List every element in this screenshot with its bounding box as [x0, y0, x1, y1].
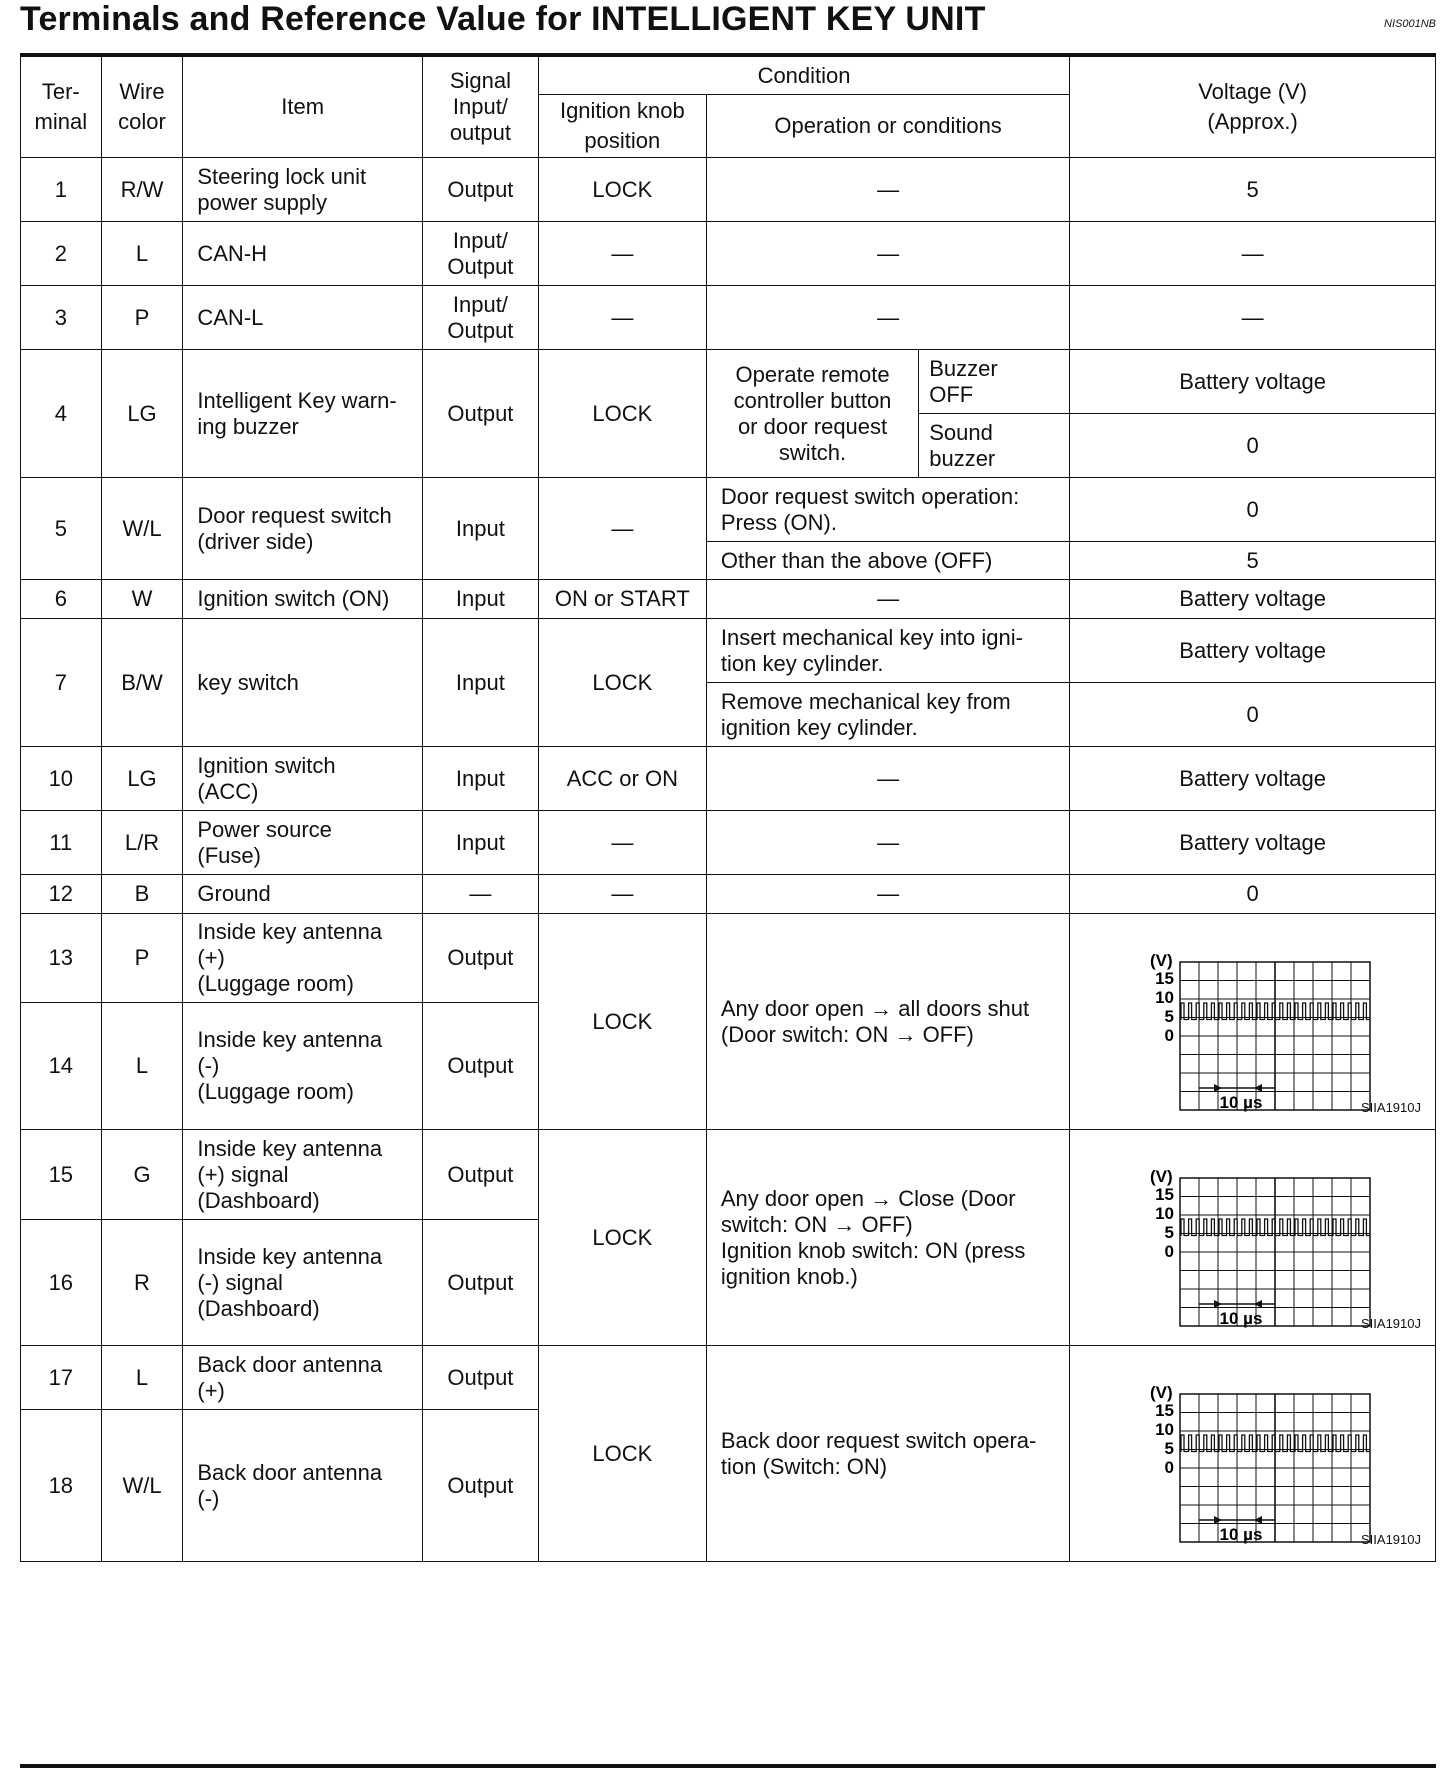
wire-cell: L [101, 1003, 183, 1130]
item-cell: Power source (Fuse) [183, 811, 423, 875]
wire-cell: L [101, 222, 183, 286]
header-voltage: Voltage (V) (Approx.) [1070, 57, 1436, 158]
voltage-cell: — [1070, 222, 1436, 286]
wire-cell: L/R [101, 811, 183, 875]
signal-cell: Output [422, 350, 538, 478]
terminal-cell: 2 [21, 222, 102, 286]
header-item: Item [183, 57, 423, 158]
terminal-cell: 5 [21, 478, 102, 580]
table-row [21, 478, 1436, 542]
terminal-cell: 4 [21, 350, 102, 478]
waveform-cell [1070, 1130, 1436, 1346]
sub-condition-cell: Insert mechanical key into igni- tion key cylinder. [706, 619, 1069, 683]
page-title: Terminals and Reference Value for INTELLIGENT KEY UNIT [20, 0, 986, 38]
table-row [21, 1346, 1436, 1410]
wire-cell: B [101, 875, 183, 914]
item-cell: Inside key antenna (-) signal (Dashboard) [183, 1220, 423, 1346]
ignition-cell: LOCK [538, 619, 706, 747]
item-cell: Ignition switch (ACC) [183, 747, 423, 811]
signal-cell: Input [422, 478, 538, 580]
unit-label: (V) [1149, 1166, 1173, 1186]
operation-cell: — [706, 580, 1069, 619]
operation-cell: Back door request switch opera- tion (Switch: ON) [706, 1346, 1069, 1562]
figure-code: SIIA1910J [1361, 1532, 1421, 1547]
signal-cell: Output [422, 914, 538, 1003]
item-cell: Steering lock unit power supply [183, 158, 423, 222]
ignition-cell: LOCK [538, 350, 706, 478]
signal-cell: Input [422, 811, 538, 875]
wire-cell: B/W [101, 619, 183, 747]
operation-cell: — [706, 286, 1069, 350]
item-cell: Inside key antenna (+) (Luggage room) [183, 914, 423, 1003]
header-signal: Signal Input/ output [422, 57, 538, 158]
y-tick-label: 0 [1164, 1025, 1174, 1045]
waveform-chart [1108, 932, 1398, 1112]
time-division-label: 10 µs [1219, 1308, 1263, 1328]
terminal-cell: 17 [21, 1346, 102, 1410]
operation-cell: — [706, 811, 1069, 875]
item-cell: CAN-L [183, 286, 423, 350]
header-condition: Condition [538, 57, 1069, 95]
header-terminal: Ter- minal [21, 57, 102, 158]
signal-cell: Input/ Output [422, 222, 538, 286]
wire-cell: L [101, 1346, 183, 1410]
operation-cell: — [706, 875, 1069, 914]
signal-cell: Input [422, 580, 538, 619]
item-cell: Door request switch (driver side) [183, 478, 423, 580]
terminal-cell: 12 [21, 875, 102, 914]
y-tick-label: 10 [1154, 987, 1174, 1007]
waveform-cell [1070, 914, 1436, 1130]
y-tick-label: 5 [1164, 1438, 1174, 1458]
operation-cell: — [706, 747, 1069, 811]
voltage-cell: Battery voltage [1070, 619, 1436, 683]
ignition-cell: — [538, 875, 706, 914]
item-cell: Inside key antenna (-) (Luggage room) [183, 1003, 423, 1130]
ignition-cell: LOCK [538, 914, 706, 1130]
y-tick-label: 5 [1164, 1006, 1174, 1026]
terminal-cell: 14 [21, 1003, 102, 1130]
terminal-cell: 16 [21, 1220, 102, 1346]
signal-cell: Input/ Output [422, 286, 538, 350]
terminal-cell: 11 [21, 811, 102, 875]
item-cell: Intelligent Key warn- ing buzzer [183, 350, 423, 478]
wire-cell: R [101, 1220, 183, 1346]
y-tick-label: 0 [1164, 1241, 1174, 1261]
terminal-cell: 15 [21, 1130, 102, 1220]
ignition-cell: LOCK [538, 158, 706, 222]
signal-cell: Input [422, 619, 538, 747]
terminal-cell: 13 [21, 914, 102, 1003]
signal-cell: Output [422, 1220, 538, 1346]
voltage-cell: — [1070, 286, 1436, 350]
table-row [21, 158, 1436, 222]
operation-cell: Any door open → Close (Door switch: ON → OFF) Ignition knob switch: ON (press ignition knob.) [706, 1130, 1069, 1346]
waveform-chart [1108, 1148, 1398, 1328]
signal-cell: Output [422, 1346, 538, 1410]
signal-cell: — [422, 875, 538, 914]
voltage-cell: 0 [1070, 478, 1436, 542]
y-tick-label: 0 [1164, 1457, 1174, 1477]
table-row [21, 875, 1436, 914]
table-row [21, 914, 1436, 1003]
terminal-cell: 6 [21, 580, 102, 619]
wire-cell: W [101, 580, 183, 619]
sub-condition-cell: Remove mechanical key from ignition key cylinder. [706, 683, 1069, 747]
header-operation: Operation or conditions [706, 95, 1069, 158]
sub-condition-cell: Door request switch operation: Press (ON). [706, 478, 1069, 542]
operation-cell: — [706, 158, 1069, 222]
voltage-cell: Battery voltage [1070, 811, 1436, 875]
item-cell: Back door antenna (-) [183, 1410, 423, 1562]
ignition-cell: ON or START [538, 580, 706, 619]
table-row [21, 1130, 1436, 1220]
unit-label: (V) [1149, 950, 1173, 970]
wire-cell: P [101, 914, 183, 1003]
signal-cell: Input [422, 747, 538, 811]
terminals-table [20, 56, 1436, 1562]
item-cell: Inside key antenna (+) signal (Dashboard) [183, 1130, 423, 1220]
voltage-cell: 0 [1070, 414, 1436, 478]
signal-cell: Output [422, 1003, 538, 1130]
waveform-cell [1070, 1346, 1436, 1562]
bottom-rule [20, 1764, 1436, 1768]
operation-cell: Any door open → all doors shut (Door switch: ON → OFF) [706, 914, 1069, 1130]
header-wire-color: Wire color [101, 57, 183, 158]
waveform-chart [1108, 1364, 1398, 1544]
ignition-cell: — [538, 478, 706, 580]
time-division-label: 10 µs [1219, 1524, 1263, 1544]
table-row [21, 747, 1436, 811]
ignition-cell: — [538, 222, 706, 286]
voltage-cell: Battery voltage [1070, 580, 1436, 619]
voltage-cell: 0 [1070, 683, 1436, 747]
item-cell: Ground [183, 875, 423, 914]
operation-cell: Operate remote controller button or door request switch. [706, 350, 918, 478]
signal-cell: Output [422, 1130, 538, 1220]
wire-cell: W/L [101, 478, 183, 580]
wire-cell: LG [101, 350, 183, 478]
ignition-cell: LOCK [538, 1346, 706, 1562]
ignition-cell: — [538, 286, 706, 350]
item-cell: key switch [183, 619, 423, 747]
sub-condition-cell: Sound buzzer [919, 414, 1070, 478]
signal-cell: Output [422, 158, 538, 222]
wire-cell: W/L [101, 1410, 183, 1562]
ignition-cell: — [538, 811, 706, 875]
voltage-cell: 5 [1070, 542, 1436, 580]
table-row [21, 350, 1436, 414]
sub-condition-cell: Other than the above (OFF) [706, 542, 1069, 580]
y-tick-label: 15 [1154, 1400, 1174, 1420]
time-division-label: 10 µs [1219, 1092, 1263, 1112]
wire-cell: LG [101, 747, 183, 811]
unit-label: (V) [1149, 1382, 1173, 1402]
figure-code: SIIA1910J [1361, 1100, 1421, 1115]
item-cell: Back door antenna (+) [183, 1346, 423, 1410]
table-row [21, 619, 1436, 683]
wire-cell: G [101, 1130, 183, 1220]
y-tick-label: 10 [1154, 1419, 1174, 1439]
y-tick-label: 10 [1154, 1203, 1174, 1223]
document-id: NIS001NB [1384, 18, 1436, 30]
terminal-cell: 7 [21, 619, 102, 747]
figure-code: SIIA1910J [1361, 1316, 1421, 1331]
sub-condition-cell: Buzzer OFF [919, 350, 1070, 414]
terminal-cell: 1 [21, 158, 102, 222]
y-tick-label: 15 [1154, 1184, 1174, 1204]
ignition-cell: ACC or ON [538, 747, 706, 811]
item-cell: CAN-H [183, 222, 423, 286]
ignition-cell: LOCK [538, 1130, 706, 1346]
item-cell: Ignition switch (ON) [183, 580, 423, 619]
operation-cell: — [706, 222, 1069, 286]
voltage-cell: Battery voltage [1070, 747, 1436, 811]
table-row [21, 222, 1436, 286]
voltage-cell: 5 [1070, 158, 1436, 222]
terminal-cell: 3 [21, 286, 102, 350]
terminal-cell: 18 [21, 1410, 102, 1562]
voltage-cell: 0 [1070, 875, 1436, 914]
table-row [21, 811, 1436, 875]
table-row [21, 286, 1436, 350]
terminal-cell: 10 [21, 747, 102, 811]
header-ignition: Ignition knob position [538, 95, 706, 158]
wire-cell: R/W [101, 158, 183, 222]
table-row [21, 580, 1436, 619]
signal-cell: Output [422, 1410, 538, 1562]
wire-cell: P [101, 286, 183, 350]
voltage-cell: Battery voltage [1070, 350, 1436, 414]
y-tick-label: 5 [1164, 1222, 1174, 1242]
y-tick-label: 15 [1154, 968, 1174, 988]
